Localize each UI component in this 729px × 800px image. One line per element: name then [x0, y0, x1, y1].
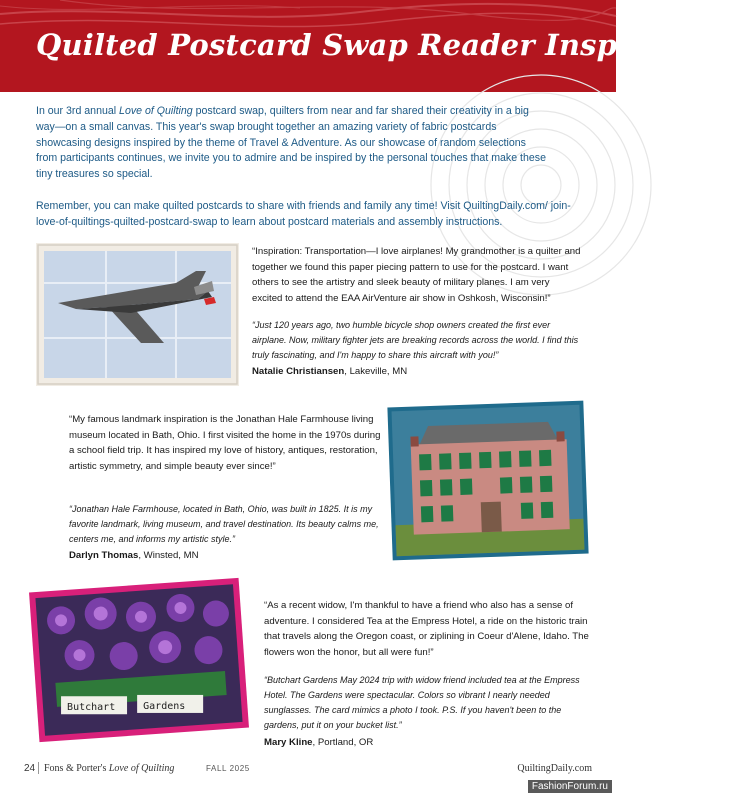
entry-2-quote: “My famous landmark inspiration is the Jonathan Hale Farmhouse living museum located in Bath, Ohio. I first visited the home in the 1970s during a school field trip. It has inspired my love of history, antiques, restoration, artistic symmetry, and simple beauty ever since!” [69, 414, 381, 472]
footer-divider [38, 762, 39, 774]
entry-1-quote: “Inspiration: Transportation—I love airplanes! My grandmother is a quilter and together we found this paper piecing pattern to use for the postcard. I want others to see the artistry and sleek beauty of military planes. I am very excited to attend the EAA AirVenture air show in Oshkosh, Wisconsin!” [252, 246, 581, 304]
entry-3-quote: “As a recent widow, I'm thankful to have a friend who also has a sense of adventure. I considered Tea at the Empress Hotel, a ride on the historic train that travels along the Oregon coast, or ziplining in Coeur d'Alene, Idaho. The flowers won the honor, but all were fun!” [264, 600, 589, 658]
butchart-gardens-postcard-image [29, 578, 249, 742]
entry-3-author: Mary Kline, Portland, OR [264, 737, 374, 748]
intro-paragraph: In our 3rd annual Love of Quilting postcard swap, quilters from near and far shared their creativity in a big way—on a small canvas. This year's swap brought together an amazing variety of fabric postcards showcasing designs inspired by the theme of Travel & Adventure. As our showcase of random selections from participants continues, we invite you to admire and be inspired by the personal touches that make these tiny treasures so special. [36, 105, 546, 181]
postcard-gardens-text: Gardens [143, 700, 186, 712]
page-number: 24 [24, 763, 36, 774]
publication-name: Fons & Porter's Love of Quilting [44, 763, 175, 774]
postcard-butchart-text: Butchart [67, 702, 116, 714]
farmhouse-postcard-image [387, 401, 588, 561]
watermark: FashionForum.ru [528, 780, 612, 793]
entry-3-note: “Butchart Gardens May 2024 trip with widow friend included tea at the Empress Hotel. The Gardens were spectacular. Colors so vibrant I nearly needed sunglasses. The card mimics a photo I took. P.S. If you haven't been to the gardens, put it on your bucket list.” [264, 675, 580, 730]
entry-1-author: Natalie Christiansen, Lakeville, MN [252, 366, 408, 377]
entry-2-author: Darlyn Thomas, Winsted, MN [69, 550, 199, 561]
instructions-paragraph: Remember, you can make quilted postcards to share with friends and family any time! Visit QuiltingDaily.com/ join-love-of-quiltings-quilted-postcard-swap to learn about postcard materials and assembly instructions. [36, 200, 571, 228]
airplane-postcard-image [36, 243, 239, 386]
website-link[interactable]: QuiltingDaily.com [517, 763, 592, 774]
entry-1-note: “Just 120 years ago, two humble bicycle shop owners created the first ever airplane. Now, military fighter jets are breaking records across the world. I find this truly fascinating, and I'm happy to share this aircraft with you!” [252, 320, 579, 360]
page-title: Quilted Postcard Swap Reader Inspiration [36, 28, 729, 62]
issue-season: FALL 2025 [206, 764, 250, 773]
entry-2-note: “Jonathan Hale Farmhouse, located in Bath, Ohio, was built in 1825. It is my favorite landmark, living museum, and travel destination. Its beauty calms me, centers me, and informs my artistic style.” [69, 504, 379, 544]
